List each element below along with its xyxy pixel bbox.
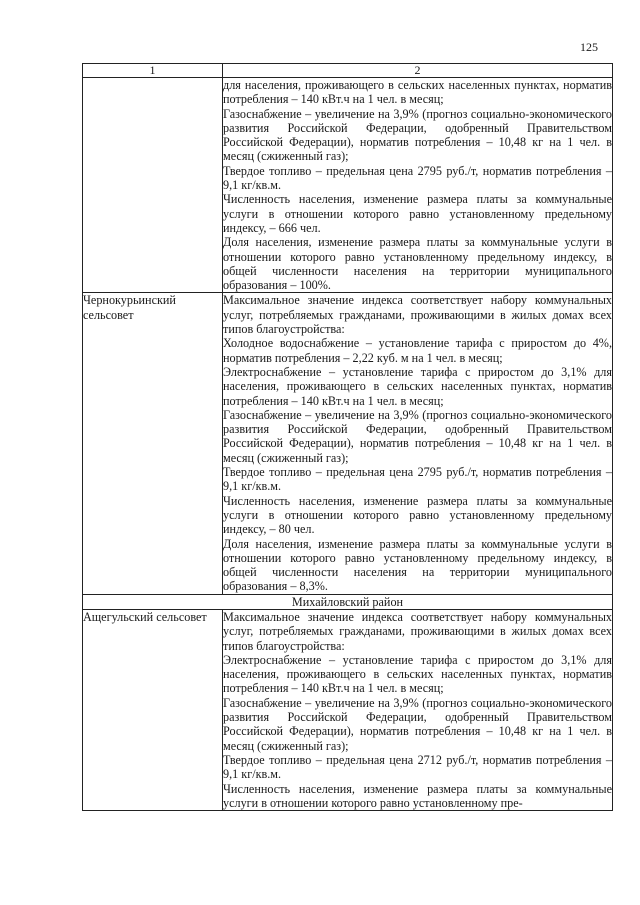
index-table <box>82 63 613 811</box>
paragraph: Максимальное значение индекса соответствует набору коммунальных услуг, потребляемых гражданами, проживающими в жилых домах всех типов благоустройства: <box>223 293 612 337</box>
table-row <box>83 609 613 810</box>
municipality-name: Чернокурьинский сельсовет <box>83 293 223 594</box>
paragraph: Твердое топливо – предельная цена 2795 руб./т, норматив потребления – 9,1 кг/кв.м. <box>223 163 612 193</box>
region-row <box>83 594 613 609</box>
paragraph: Максимальное значение индекса соответствует набору коммунальных услуг, потребляемых гражданами, проживающими в жилых домах всех типов благоустройства: <box>223 609 612 653</box>
paragraph: Доля населения, изменение размера платы за коммунальные услуги в отношении которого равно установленному предельному индексу, в общей численности населения на территории муниципального образования – 100%. <box>223 235 612 293</box>
paragraph: Электроснабжение – установление тарифа с приростом до 3,1% для населения, проживающего в сельских населенных пунктах, норматив потребления – 140 кВт.ч на 1 чел. в месяц; <box>223 364 612 408</box>
paragraph: Твердое топливо – предельная цена 2795 руб./т, норматив потребления – 9,1 кг/кв.м. <box>223 465 612 494</box>
paragraph: для населения, проживающего в сельских населенных пунктах, норматив потребления – 140 кВт.ч на 1 чел. в месяц; <box>223 78 612 107</box>
table-row <box>83 293 613 594</box>
header-row <box>83 64 613 78</box>
table-row <box>83 78 613 293</box>
paragraph: Газоснабжение – увеличение на 3,9% (прогноз социально-экономического развития Российской Федерации, одобренный Правительством Российской Федерации), норматив потребления – 10,48 кг на 1 чел. в месяц (сжиженный газ); <box>223 106 612 164</box>
paragraph: Твердое топливо – предельная цена 2712 руб./т, норматив потребления – 9,1 кг/кв.м. <box>223 752 612 782</box>
paragraph: Численность населения, изменение размера платы за коммунальные услуги в отношении которого равно установленному предельному индексу, – 80 чел. <box>223 493 612 537</box>
paragraph: Холодное водоснабжение – установление тарифа с приростом до 4%, норматив потребления – 2,22 куб. м на 1 чел. в месяц; <box>223 336 612 365</box>
paragraph: Газоснабжение – увеличение на 3,9% (прогноз социально-экономического развития Российской Федерации, одобренный Правительством Российской Федерации), норматив потребления – 10,48 кг на 1 чел. в месяц (сжиженный газ); <box>223 695 612 753</box>
page-number: 125 <box>580 40 598 54</box>
index-description <box>223 78 613 293</box>
paragraph: Численность населения, изменение размера платы за коммунальные услуги в отношении которого равно установленному предельному индексу, – 666 чел. <box>223 192 612 235</box>
paragraph: Доля населения, изменение размера платы за коммунальные услуги в отношении которого равно установленному предельному индексу, в общей численности населения на территории муниципального образования – 8,3%. <box>223 536 612 594</box>
paragraph: Газоснабжение – увеличение на 3,9% (прогноз социально-экономического развития Российской Федерации, одобренный Правительством Российской Федерации), норматив потребления – 10,48 кг на 1 чел. в месяц (сжиженный газ); <box>223 407 612 465</box>
paragraph: Электроснабжение – установление тарифа с приростом до 3,1% для населения, проживающего в сельских населенных пунктах, норматив потребления – 140 кВт.ч на 1 чел. в месяц; <box>223 652 612 696</box>
municipality-name: Ащегульский сельсовет <box>83 609 223 810</box>
column-header-1: 1 <box>83 64 223 78</box>
paragraph: Численность населения, изменение размера платы за коммунальные услуги в отношении которого равно установленному пре- <box>223 781 612 810</box>
index-description <box>223 293 613 594</box>
municipality-name <box>83 78 223 293</box>
column-header-2: 2 <box>223 64 613 78</box>
region-title: Михайловский район <box>83 594 613 609</box>
index-description <box>223 609 613 810</box>
